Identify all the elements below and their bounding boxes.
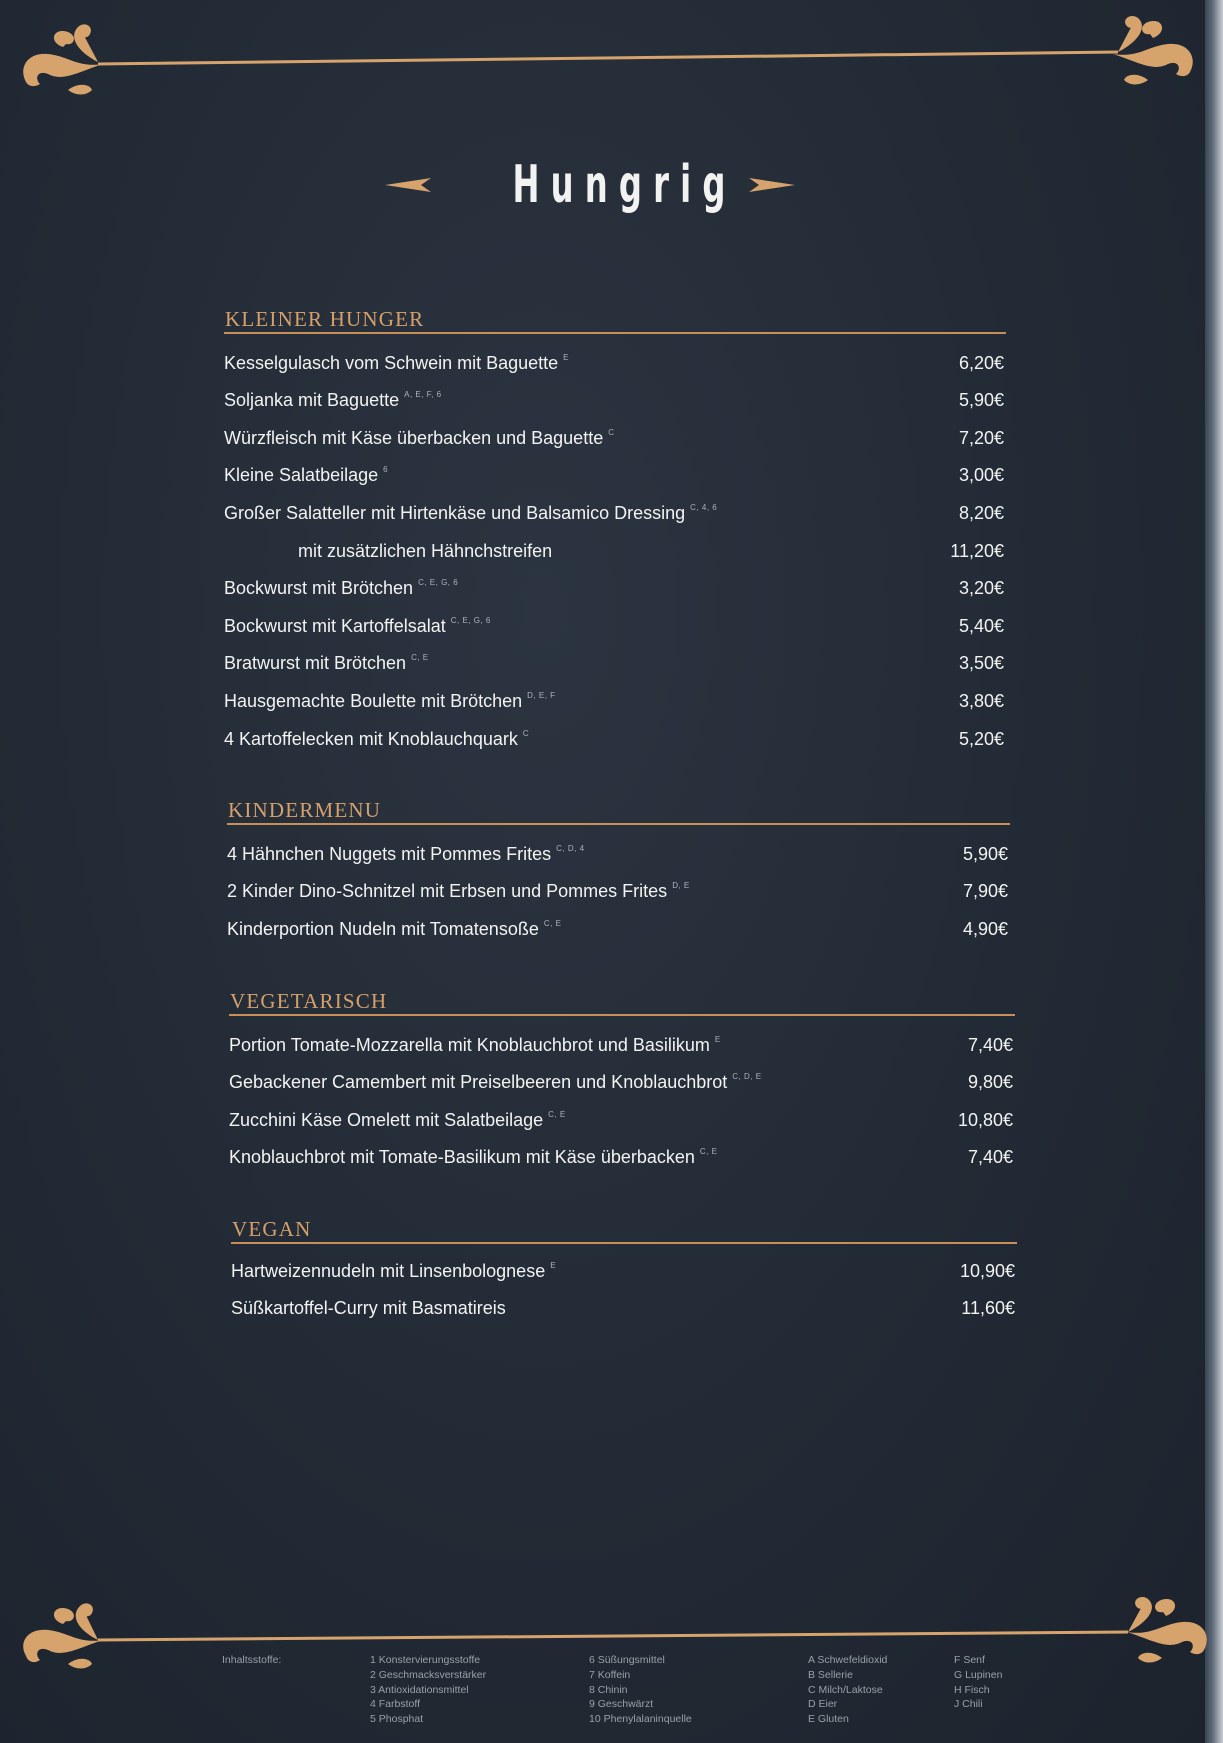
item-price: 5,20€	[958, 728, 1004, 749]
allergen-codes: C, E	[411, 653, 429, 663]
menu-item-option	[224, 524, 1006, 562]
allergen-codes: E	[714, 1034, 721, 1044]
legend-entry: 3 Antioxidationsmittel	[370, 1683, 469, 1696]
menu-item	[224, 674, 1006, 712]
item-name: Hartweizennudeln mit Linsenbolognese	[231, 1260, 546, 1281]
item-name: Zucchini Käse Omelett mit Salatbeilage	[229, 1109, 544, 1130]
legend-entry: 1 Konstervierungsstoffe	[370, 1654, 481, 1666]
item-price: 6,20€	[958, 352, 1004, 373]
item-price: 10,90€	[959, 1260, 1015, 1281]
legend-entry: B Sellerie	[808, 1668, 853, 1681]
item-price: 11,20€	[950, 540, 1004, 561]
allergen-codes: E	[550, 1260, 557, 1270]
item-name: Süßkartoffel-Curry mit Basmatireis	[231, 1298, 506, 1319]
legend-entry: C Milch/Laktose	[808, 1683, 883, 1696]
legend-entry: J Chili	[954, 1698, 983, 1711]
section-kleiner-hunger	[224, 306, 1006, 750]
item-price: 7,90€	[962, 881, 1008, 902]
section-vegetarisch	[229, 988, 1015, 1168]
allergen-codes: C, E	[699, 1147, 718, 1157]
item-price: 5,90€	[958, 390, 1004, 411]
item-price: 7,40€	[967, 1147, 1013, 1168]
section-kindermenu	[227, 797, 1010, 940]
item-name: Würzfleisch mit Käse überbacken und Baguette	[224, 427, 604, 448]
item-price: 10,80€	[957, 1109, 1013, 1130]
allergen-codes: E	[563, 352, 570, 362]
section-heading: KLEINER HUNGER	[224, 306, 1006, 334]
allergen-codes: 6	[383, 465, 389, 475]
menu-item	[227, 827, 1010, 865]
legend-entry: A Schwefeldioxid	[808, 1654, 888, 1666]
menu-item	[231, 1282, 1017, 1320]
item-name: Soljanka mit Baguette	[224, 390, 400, 411]
item-price: 3,00€	[958, 465, 1004, 486]
legend-entry: H Fisch	[954, 1683, 990, 1696]
item-name: Bratwurst mit Brötchen	[224, 653, 407, 674]
legend-entry: 6 Süßungsmittel	[589, 1654, 665, 1666]
item-name: Kleine Salatbeilage	[224, 465, 379, 486]
menu-item	[224, 712, 1006, 750]
legend-entry: 10 Phenylalaninquelle	[589, 1713, 692, 1726]
menu-item	[227, 865, 1010, 903]
legend-entry: 9 Geschwärzt	[589, 1698, 654, 1711]
section-heading: VEGETARISCH	[229, 988, 1015, 1016]
section-vegan	[231, 1216, 1017, 1319]
item-name: Bockwurst mit Brötchen	[224, 578, 414, 599]
item-name: mit zusätzlichen Hähnchstreifen	[298, 540, 553, 561]
legend-col-allergens-2	[954, 1653, 1002, 1712]
menu-item	[224, 336, 1006, 374]
page-edge	[1205, 0, 1223, 1743]
page-title: Hungrig	[512, 155, 737, 215]
allergen-codes: C	[522, 728, 530, 738]
item-name: Knoblauchbrot mit Tomate-Basilikum mit Käse überbacken	[229, 1147, 695, 1168]
menu-item	[229, 1131, 1015, 1169]
item-name: 4 Kartoffelecken mit Knoblauchquark	[224, 728, 518, 749]
allergen-codes: A, E, F, 6	[404, 390, 442, 400]
section-heading: VEGAN	[231, 1216, 1017, 1244]
right-arrow-icon	[749, 177, 795, 193]
item-name: Kinderportion Nudeln mit Tomatensoße	[227, 918, 539, 939]
item-price: 3,80€	[958, 690, 1004, 711]
item-name: Großer Salatteller mit Hirtenkäse und Balsamico Dressing	[224, 502, 686, 523]
legend-entry: 2 Geschmacksverstärker	[370, 1668, 487, 1681]
legend-col-allergens-1	[808, 1653, 887, 1727]
left-arrow-icon	[385, 177, 431, 193]
item-price: 7,20€	[958, 427, 1004, 448]
item-price: 9,80€	[967, 1072, 1013, 1093]
menu-item	[229, 1018, 1015, 1056]
menu-item	[224, 599, 1006, 637]
item-name: Kesselgulasch vom Schwein mit Baguette	[224, 352, 559, 373]
section-heading: KINDERMENU	[227, 797, 1010, 825]
menu-item	[231, 1244, 1017, 1282]
allergen-codes: C, D, 4	[556, 843, 585, 853]
legend-entry: G Lupinen	[954, 1668, 1003, 1681]
item-price: 7,40€	[967, 1034, 1013, 1055]
allergen-codes: C, E	[548, 1109, 566, 1119]
item-price: 5,40€	[958, 615, 1004, 636]
item-name: Bockwurst mit Kartoffelsalat	[224, 615, 446, 636]
item-price: 8,20€	[958, 502, 1004, 523]
item-name: Hausgemachte Boulette mit Brötchen	[224, 690, 523, 711]
legend-entry: 8 Chinin	[589, 1683, 628, 1696]
allergen-codes: C, E	[543, 918, 562, 928]
item-price: 3,50€	[958, 653, 1004, 674]
allergen-codes: D, E, F	[527, 690, 556, 700]
allergen-codes: C	[608, 427, 615, 437]
menu-item	[224, 637, 1006, 675]
item-name: 4 Hähnchen Nuggets mit Pommes Frites	[227, 843, 552, 864]
allergen-codes: C, 4, 6	[690, 502, 718, 512]
item-price: 5,90€	[962, 843, 1008, 864]
menu-item	[224, 562, 1006, 600]
item-price: 11,60€	[961, 1298, 1015, 1319]
item-price: 4,90€	[962, 918, 1008, 939]
legend-entry: D Eier	[808, 1698, 838, 1711]
legend-entry: E Gluten	[808, 1713, 849, 1726]
menu-item	[229, 1093, 1015, 1131]
allergen-codes: C, E, G, 6	[450, 615, 491, 625]
menu-item	[224, 449, 1006, 487]
top-ornament	[8, 12, 1208, 102]
legend-col-additives-2	[589, 1653, 692, 1727]
menu-item	[227, 902, 1010, 940]
menu-item	[224, 486, 1006, 524]
menu-item	[224, 374, 1006, 412]
legend-col-additives-1	[370, 1653, 486, 1727]
menu-item	[224, 411, 1006, 449]
allergen-codes: C, D, E	[732, 1072, 762, 1082]
legend-entry: 5 Phosphat	[370, 1713, 424, 1726]
item-name: Portion Tomate-Mozzarella mit Knoblauchbrot und Basilikum	[229, 1034, 710, 1055]
item-name: Gebackener Camembert mit Preiselbeeren und Knoblauchbrot	[229, 1072, 728, 1093]
legend-entry: 4 Farbstoff	[370, 1698, 420, 1711]
menu-item	[229, 1056, 1015, 1094]
legend-entry: F Senf	[954, 1654, 985, 1666]
allergen-legend	[222, 1653, 1022, 1733]
allergen-codes: C, E, G, 6	[418, 578, 459, 588]
allergen-codes: D, E	[672, 881, 690, 891]
legend-label: Inhaltsstoffe:	[222, 1654, 282, 1666]
item-price: 3,20€	[958, 578, 1004, 599]
legend-entry: 7 Koffein	[589, 1668, 631, 1681]
item-name: 2 Kinder Dino-Schnitzel mit Erbsen und Pommes Frites	[227, 881, 668, 902]
title-block	[380, 145, 800, 225]
